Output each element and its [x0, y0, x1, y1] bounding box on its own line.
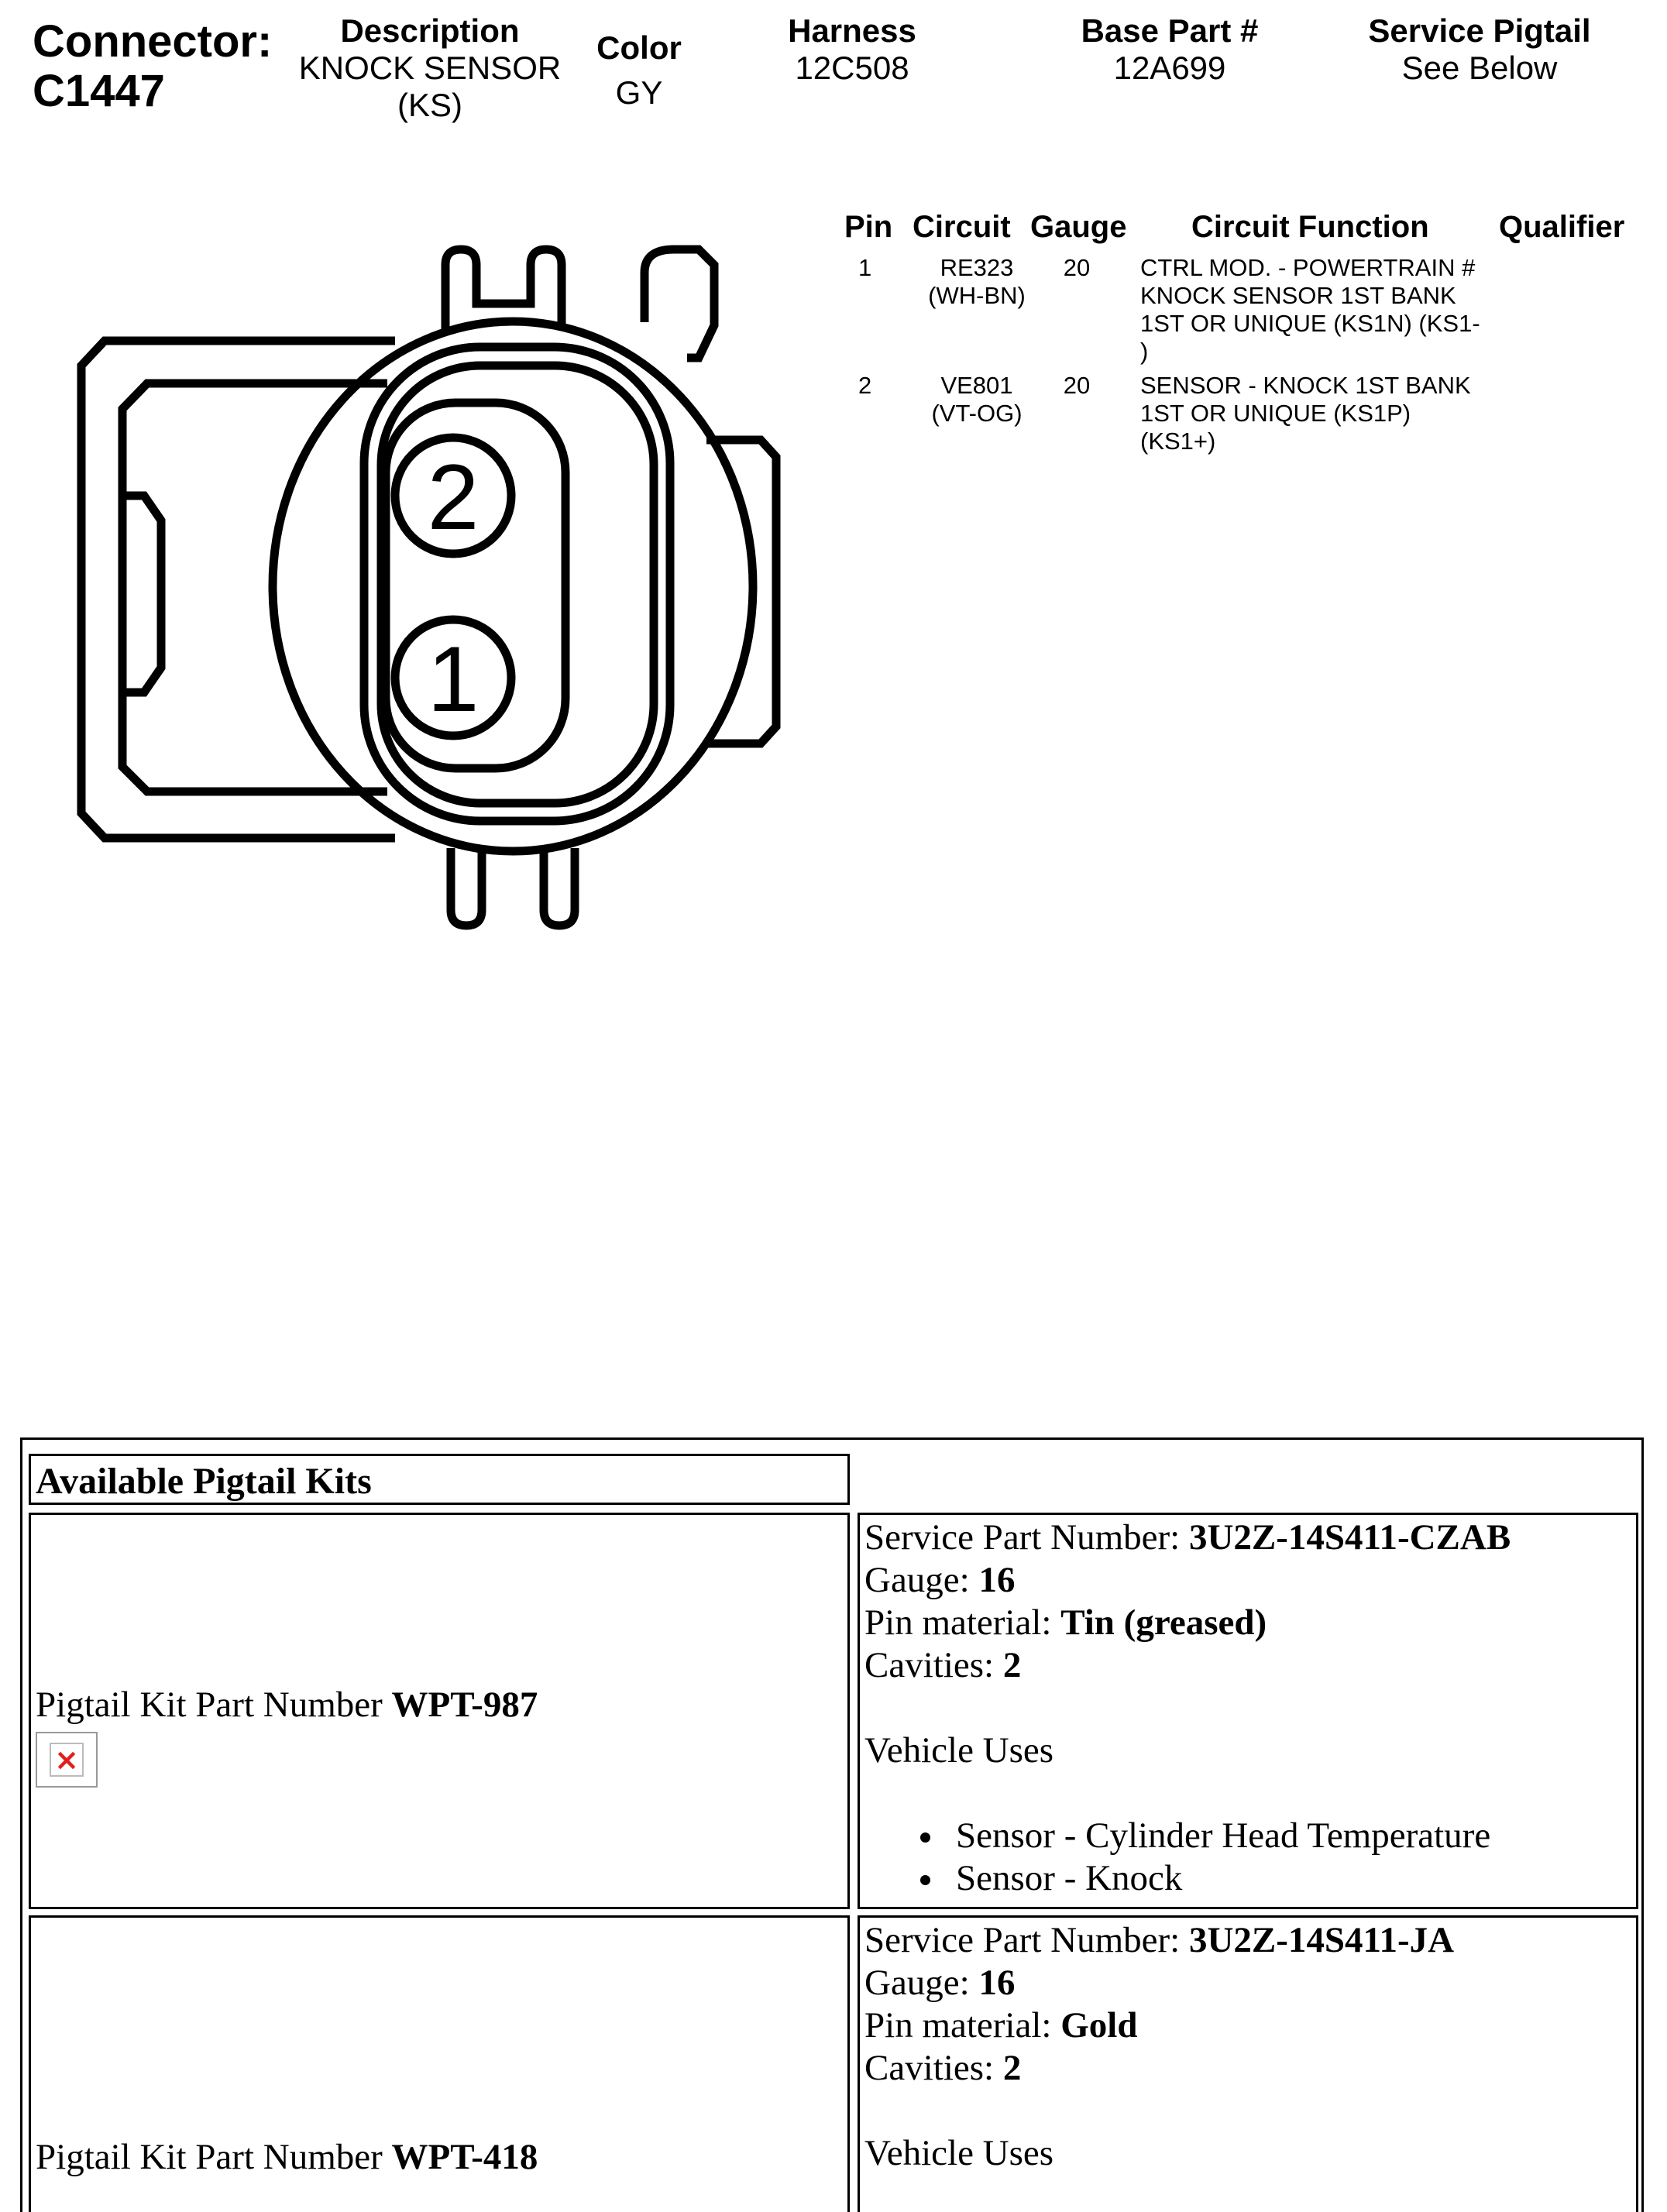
kit2-part-cell	[29, 1915, 850, 2212]
row2-function-line: SENSOR - KNOCK 1ST BANK	[1140, 372, 1471, 399]
gauge-value: 16	[978, 1560, 1016, 1600]
row1-gauge: 20	[1063, 254, 1091, 281]
row1-circuit	[911, 254, 1043, 310]
color-column	[577, 29, 701, 112]
pin-2-label: 2	[427, 445, 479, 549]
service-pigtail-column	[1340, 12, 1619, 87]
cavity-inner	[381, 366, 654, 803]
kit1-spec-cell	[858, 1513, 1638, 1909]
harness-heading: Harness	[788, 12, 916, 49]
row2-gauge: 20	[1063, 372, 1091, 399]
connector-header	[0, 0, 1667, 155]
row2-function-line: (KS1+)	[1140, 428, 1216, 455]
gauge-label: Gauge:	[864, 1560, 979, 1600]
kit2-part-label: Pigtail Kit Part Number	[36, 2137, 392, 2177]
kit2-spec-cell	[858, 1915, 1638, 2212]
kit1-vehicle-uses-label: Vehicle Uses	[864, 1730, 1054, 1771]
service-part-value: 3U2Z-14S411-JA	[1188, 1920, 1455, 1960]
pin-header: Pin	[844, 210, 893, 244]
kit1-cavities	[864, 1644, 1631, 1687]
kit1-pin-material	[864, 1602, 1631, 1644]
kit2-part-value: WPT-418	[391, 2137, 538, 2177]
pin-material-label: Pin material:	[864, 1602, 1061, 1643]
row2-circuit-color: (VT-OG)	[931, 400, 1023, 427]
cavities-label: Cavities:	[864, 2048, 1003, 2088]
kit2-part-number	[36, 2136, 538, 2179]
base-part-value: 12A699	[1113, 50, 1226, 86]
description-column	[287, 12, 573, 124]
list-item: Sensor - Cylinder Head Temperature	[956, 1815, 1631, 1857]
kit1-part-label: Pigtail Kit Part Number	[36, 1685, 392, 1725]
bottom-key-left	[451, 848, 482, 926]
gauge-value: 16	[978, 1963, 1016, 2003]
qualifier-header: Qualifier	[1499, 210, 1625, 244]
gauge-header: Gauge	[1030, 210, 1127, 244]
row2-function	[1140, 372, 1543, 455]
gauge-label: Gauge:	[864, 1963, 979, 2003]
row2-function-line: 1ST OR UNIQUE (KS1P)	[1140, 400, 1411, 427]
service-pigtail-value: See Below	[1401, 50, 1558, 86]
kit2-pin-material	[864, 2004, 1631, 2047]
service-part-label: Service Part Number:	[864, 1517, 1189, 1558]
kit1-part-cell	[29, 1513, 850, 1909]
connector-label: Connector:	[33, 16, 273, 67]
row1-function-line: KNOCK SENSOR 1ST BANK	[1140, 282, 1456, 309]
top-key-right	[644, 249, 714, 358]
list-item: Sensor - Knock	[956, 1857, 1631, 1900]
row1-function-line: CTRL MOD. - POWERTRAIN #	[1140, 254, 1476, 281]
row1-function-line: )	[1140, 338, 1149, 365]
description-heading: Description	[340, 12, 520, 49]
image-placeholder-x-icon: ×	[50, 1743, 84, 1777]
housing-outer	[81, 341, 395, 838]
broken-image-icon	[36, 1732, 98, 1788]
base-part-column	[1053, 12, 1286, 87]
cavities-value: 2	[1002, 2048, 1022, 2088]
kit2-service-part	[864, 1919, 1631, 1962]
service-part-label: Service Part Number:	[864, 1920, 1189, 1960]
row1-circuit-id: RE323	[940, 254, 1014, 281]
row1-function-line: 1ST OR UNIQUE (KS1N) (KS1-	[1140, 310, 1480, 337]
kit1-service-part	[864, 1516, 1631, 1559]
pigtail-kits-table	[20, 1437, 1644, 2212]
pin-material-value: Gold	[1060, 2005, 1138, 2045]
kit1-specs	[864, 1516, 1631, 1900]
row2-circuit	[911, 372, 1043, 428]
description-value-line1: KNOCK SENSOR	[298, 50, 562, 86]
row1-pin: 1	[858, 254, 872, 281]
pin-material-value: Tin (greased)	[1060, 1602, 1267, 1643]
kit2-specs	[864, 1919, 1631, 2175]
row2-pin: 2	[858, 372, 872, 399]
bottom-key-right	[544, 848, 575, 926]
connector-id: C1447	[33, 66, 165, 116]
color-value: GY	[615, 74, 663, 111]
connector-face-diagram	[70, 232, 798, 945]
kit1-gauge	[864, 1559, 1631, 1602]
pigtail-kits-title: Available Pigtail Kits	[29, 1454, 850, 1505]
cavities-label: Cavities:	[864, 1645, 1003, 1685]
pin-1-label: 1	[427, 627, 479, 731]
base-part-heading: Base Part #	[1081, 12, 1259, 49]
pin-material-label: Pin material:	[864, 2005, 1061, 2045]
row2-circuit-id: VE801	[940, 372, 1013, 399]
kit1-part-value: WPT-987	[391, 1685, 538, 1725]
harness-column	[751, 12, 953, 87]
housing-latch	[122, 496, 161, 692]
connector-outline	[70, 232, 798, 945]
kit2-gauge	[864, 1962, 1631, 2004]
connector-title	[33, 17, 272, 116]
description-value-line2: (KS)	[397, 87, 462, 123]
service-part-value: 3U2Z-14S411-CZAB	[1188, 1517, 1511, 1558]
row1-circuit-color: (WH-BN)	[928, 282, 1026, 309]
row1-function	[1140, 254, 1543, 366]
circuit-header: Circuit	[913, 210, 1011, 244]
harness-value: 12C508	[795, 50, 909, 86]
right-tab	[706, 440, 776, 744]
kit2-vehicle-uses-label: Vehicle Uses	[864, 2133, 1054, 2173]
kit1-vehicle-uses-list	[864, 1815, 1631, 1900]
kit1-part-number	[36, 1684, 538, 1726]
color-heading: Color	[596, 29, 682, 66]
function-header: Circuit Function	[1191, 210, 1429, 244]
cavities-value: 2	[1002, 1645, 1022, 1685]
service-pigtail-heading: Service Pigtail	[1368, 12, 1591, 49]
kit2-cavities	[864, 2047, 1631, 2090]
